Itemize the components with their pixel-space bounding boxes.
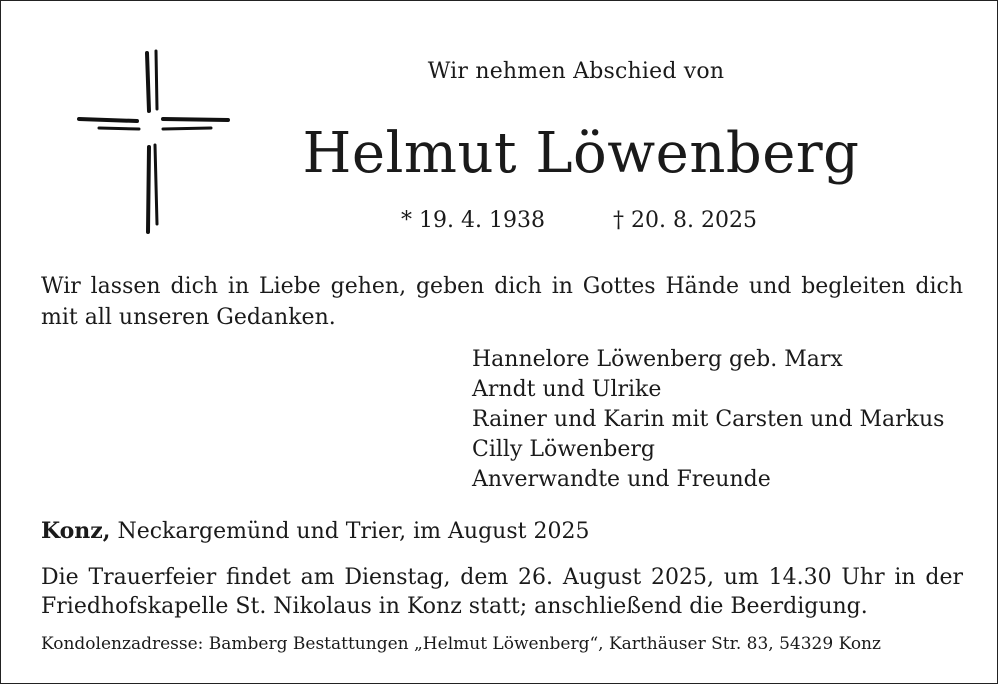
birth-date: * 19. 4. 1938: [401, 208, 545, 233]
cross-icon: [75, 49, 235, 234]
service-line-1: Die Trauerfeier findet am Dienstag, dem 26. August 2025, um 14.30 Uhr in der: [41, 565, 963, 590]
mourner-line: Cilly Löwenberg: [472, 437, 655, 462]
intro-text: Wir nehmen Abschied von: [427, 59, 725, 84]
mourner-line: Anverwandte und Freunde: [472, 467, 771, 492]
place-and-date: [41, 518, 589, 544]
mourners-list: [472, 345, 972, 495]
farewell-quote: Wir lassen dich in Liebe gehen, geben dich in Gottes Hände und begleiten dich mit all unseren Gedanken.: [41, 274, 963, 330]
service-line-2: Friedhofskapelle St. Nikolaus in Konz statt; anschließend die Beerdigung.: [41, 594, 868, 619]
death-date: † 20. 8. 2025: [613, 208, 757, 233]
place-rest: Neckargemünd und Trier, im August 2025: [110, 519, 590, 544]
service-info: [41, 563, 963, 621]
mourner-line: Rainer und Karin mit Carsten und Markus: [472, 407, 945, 432]
condolence-address: Kondolenzadresse: Bamberg Bestattungen „Helmut Löwenberg“, Karthäuser Str. 83, 54329 Konz: [41, 634, 881, 654]
mourner-line: Arndt und Ulrike: [472, 377, 662, 402]
deceased-name: Helmut Löwenberg: [302, 121, 860, 186]
place-main: Konz,: [41, 518, 111, 544]
mourner-line: Hannelore Löwenberg geb. Marx: [472, 347, 843, 372]
